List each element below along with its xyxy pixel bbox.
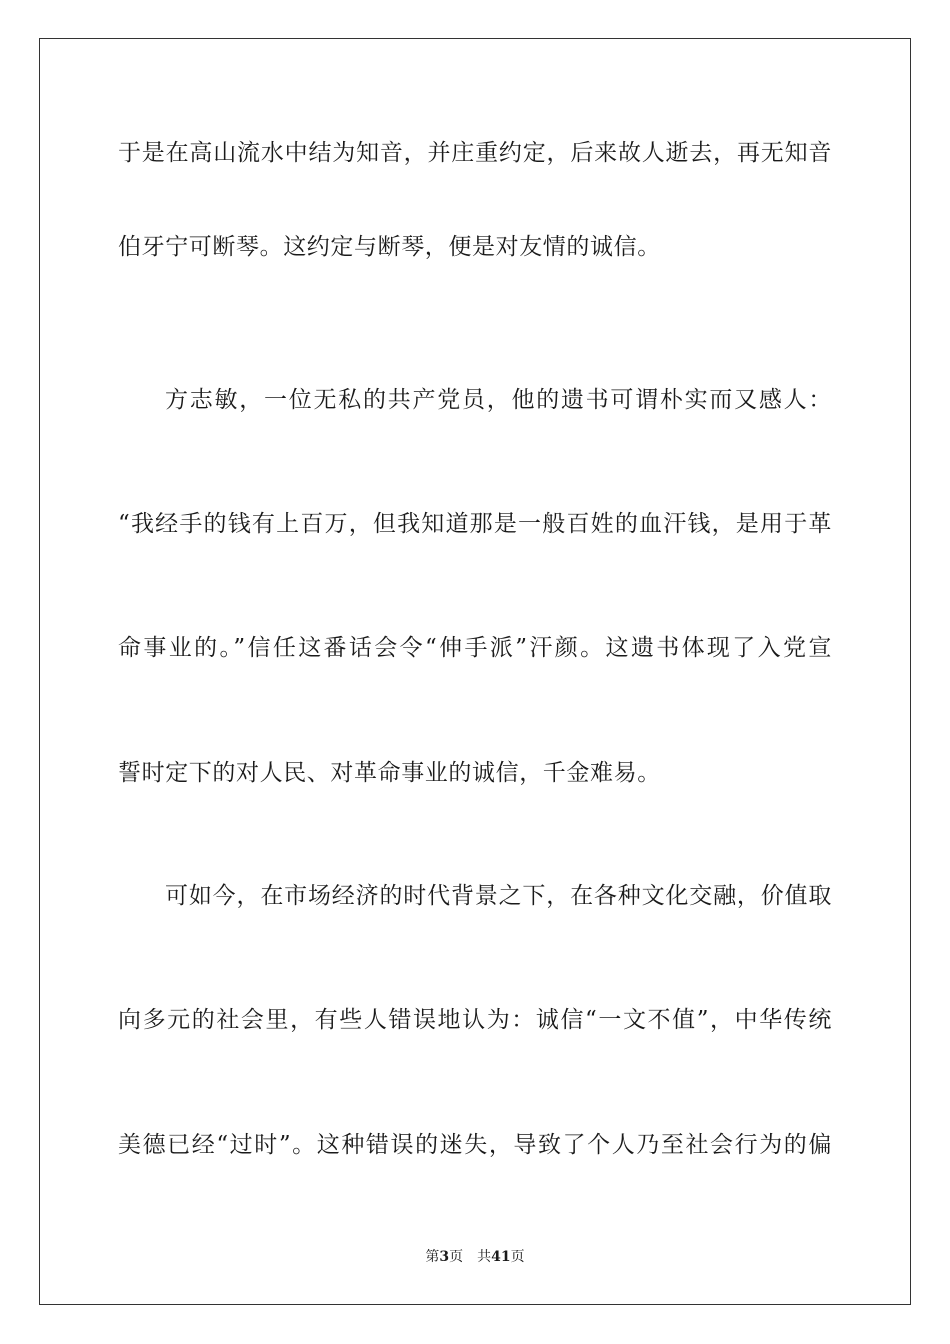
text-line-8: 向多元的社会里，有些人错误地认为：诚信“一文不值”，中华传统	[118, 1007, 832, 1033]
page-suffix: 页	[449, 1249, 464, 1265]
page-prefix: 第	[425, 1249, 440, 1265]
total-suffix: 页	[510, 1249, 525, 1265]
total-prefix: 共	[477, 1249, 492, 1265]
text-line-3: 方志敏，一位无私的共产党员，他的遗书可谓朴实而又感人：	[165, 387, 832, 413]
text-line-7: 可如今，在市场经济的时代背景之下，在各种文化交融，价值取	[165, 883, 832, 909]
page-number: 3	[439, 1249, 450, 1265]
page-border	[39, 38, 911, 1305]
page-footer	[0, 1248, 950, 1266]
text-line-1: 于是在高山流水中结为知音，并庄重约定，后来故人逝去，再无知音	[118, 140, 832, 166]
text-line-4: “我经手的钱有上百万，但我知道那是一般百姓的血汗钱，是用于革	[118, 511, 832, 537]
total-pages: 41	[491, 1249, 511, 1265]
text-line-9: 美德已经“过时”。这种错误的迷失，导致了个人乃至社会行为的偏	[118, 1132, 832, 1158]
text-line-5: 命事业的。”信任这番话会令“伸手派”汗颜。这遗书体现了入党宣	[118, 635, 832, 661]
text-line-6: 誓时定下的对人民、对革命事业的诚信，千金难易。	[118, 760, 661, 786]
text-line-2: 伯牙宁可断琴。这约定与断琴，便是对友情的诚信。	[118, 234, 661, 260]
